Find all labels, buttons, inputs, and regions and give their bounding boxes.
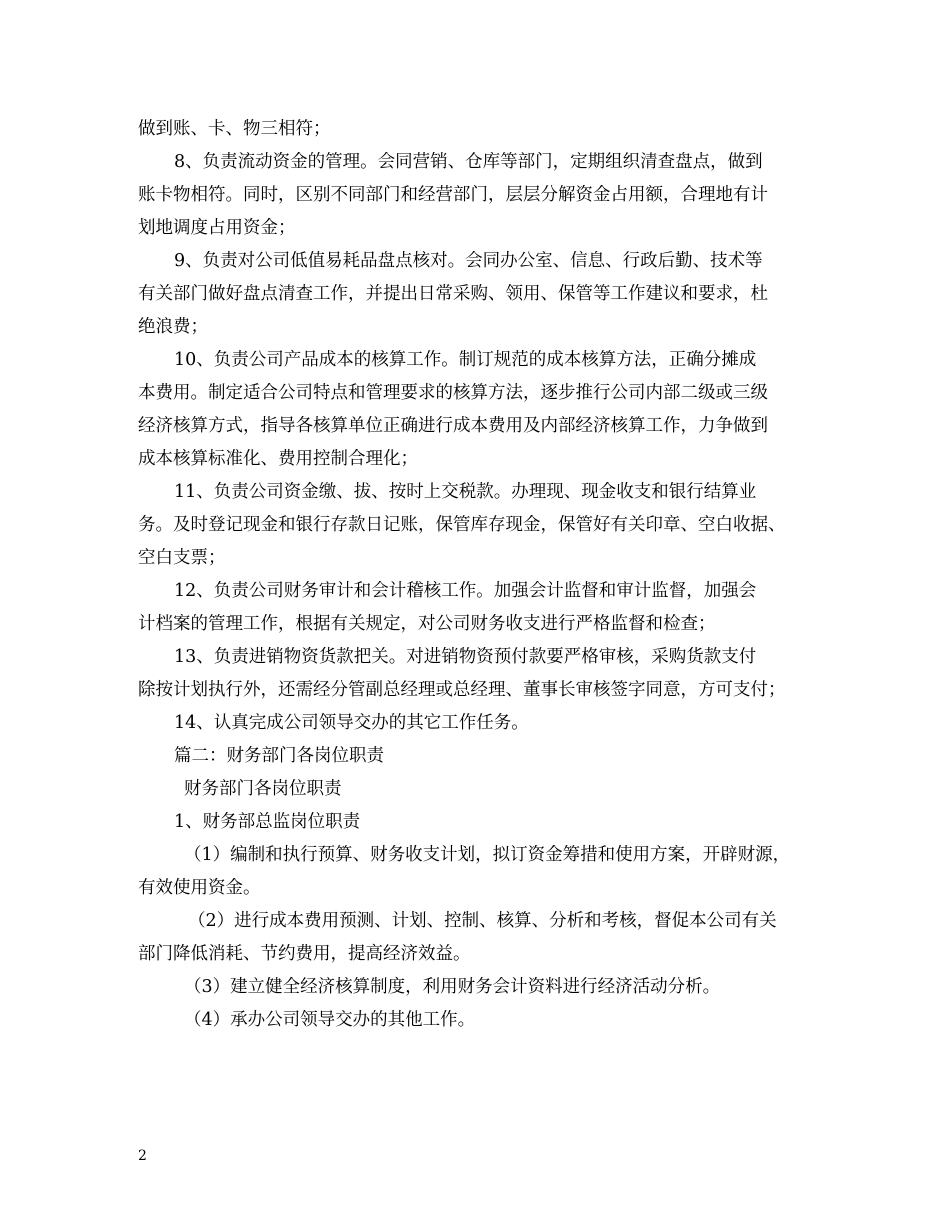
subsection-heading: 1、财务部总监岗位职责 <box>174 812 361 832</box>
text-line: 12、负责公司财务审计和会计稽核工作。加强会计监督和审计监督，加强会 <box>174 581 757 601</box>
page-number: 2 <box>138 1148 147 1164</box>
text-line: 做到账、卡、物三相符； <box>138 119 331 139</box>
text-line: 11、负责公司资金缴、拔、按时上交税款。办理现、现金收支和银行结算业 <box>174 482 757 502</box>
text-line: 部门降低消耗、节约费用，提高经济效益。 <box>138 944 471 964</box>
text-line: 成本核算标准化、费用控制合理化； <box>138 449 418 469</box>
text-line: 9、负责对公司低值易耗品盘点核对。会同办公室、信息、行政后勤、技术等 <box>174 251 763 271</box>
text-line: 13、负责进销物资货款把关。对进销物资预付款要严格审核，采购货款支付 <box>174 647 757 667</box>
text-line: 空白支票； <box>138 548 226 568</box>
text-line: 有关部门做好盘点清查工作，并提出日常采购、领用、保管等工作建议和要求，杜 <box>138 284 768 304</box>
text-line: 绝浪费； <box>138 317 208 337</box>
text-line: 务。及时登记现金和银行存款日记账，保管库存现金，保管好有关印章、空白收据、 <box>138 515 786 535</box>
text-line: 8、负责流动资金的管理。会同营销、仓库等部门，定期组织清查盘点，做到 <box>174 152 763 172</box>
text-line: 10、负责公司产品成本的核算工作。制订规范的成本核算方法，正确分摊成 <box>174 350 757 370</box>
document-body <box>138 113 818 1037</box>
section-heading: 篇二：财务部门各岗位职责 <box>174 746 384 766</box>
text-line: （2）进行成本费用预测、计划、控制、核算、分析和考核，督促本公司有关 <box>188 911 777 931</box>
text-line: 计档案的管理工作，根据有关规定，对公司财务收支进行严格监督和检查； <box>138 614 716 634</box>
text-line: 除按计划执行外，还需经分管副总经理或总经理、董事长审核签字同意，方可支付； <box>138 680 786 700</box>
text-line: 账卡物相符。同时，区别不同部门和经营部门，层层分解资金占用额，合理地有计 <box>138 185 768 205</box>
text-line: 有效使用资金。 <box>138 878 261 898</box>
text-line: （1）编制和执行预算、财务收支计划，拟订资金筹措和使用方案，开辟财源， <box>184 845 791 865</box>
text-line: （3）建立健全经济核算制度，利用财务会计资料进行经济活动分析。 <box>184 977 721 997</box>
section-title: 财务部门各岗位职责 <box>184 779 342 799</box>
text-line: 本费用。制定适合公司特点和管理要求的核算方法，逐步推行公司内部二级或三级 <box>138 383 768 403</box>
text-line: （4）承办公司领导交办的其他工作。 <box>184 1010 476 1030</box>
text-line: 14、认真完成公司领导交办的其它工作任务。 <box>174 713 529 733</box>
text-line: 经济核算方式，指导各核算单位正确进行成本费用及内部经济核算工作，力争做到 <box>138 416 768 436</box>
text-line: 划地调度占用资金； <box>138 218 296 238</box>
